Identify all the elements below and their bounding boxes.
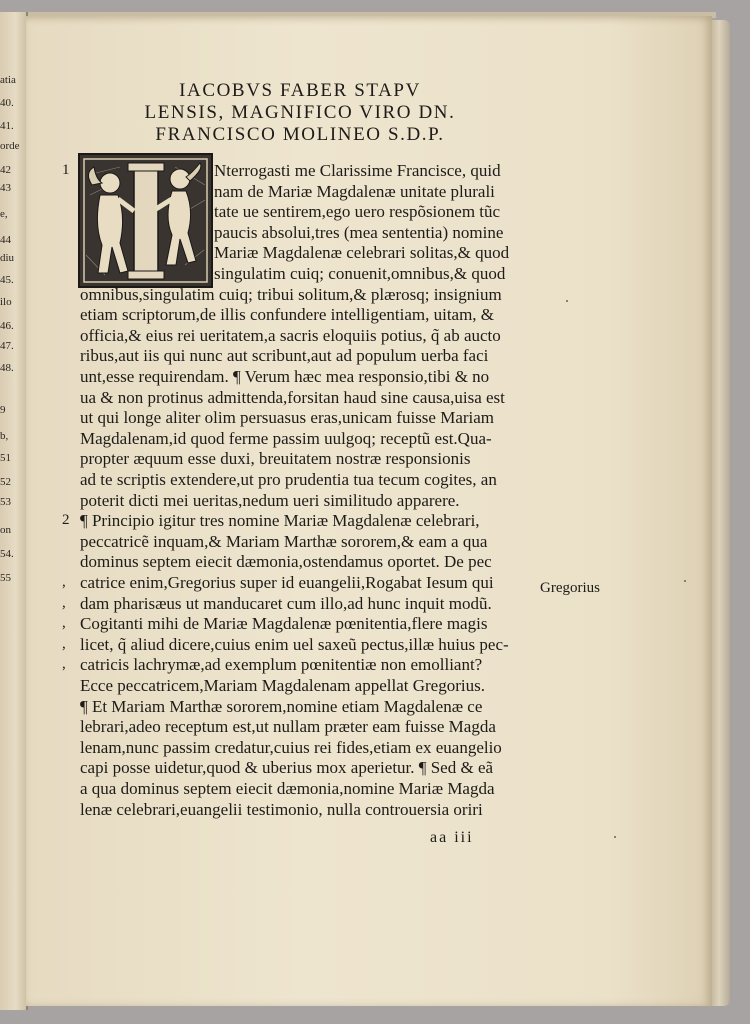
text-line: catricis lachrymæ,ad exemplum pœnitentiæ non emolliant?: [80, 655, 483, 675]
line-marker: ,: [62, 594, 66, 611]
text-line: capi posse uidetur,quod & uberius mox aperietur. ¶ Sed & eã: [80, 758, 494, 778]
left-page-fragment: 47.: [0, 340, 14, 352]
line-marker: 2: [62, 512, 70, 529]
text-line: catrice enim,Gregorius super id euangelii,Rogabat Iesum qui: [80, 573, 494, 592]
left-page-fragment: ilo: [0, 296, 12, 308]
text-line: Cogitanti mihi de Mariæ Magdalenæ pœnitentia,flere magis: [80, 614, 488, 634]
text-line: peccatricẽ inquam,& Mariam Marthæ sororem,& eam a qua: [80, 531, 488, 551]
text-line: tate ue sentirem,ego uero respõsionem tũc: [214, 202, 501, 222]
text-line: ribus,aut iis qui nunc aut scribunt,aut ad populum uerba faci: [80, 346, 489, 366]
left-page-fragment: 44: [0, 234, 11, 246]
left-page-fragment: 45.: [0, 274, 14, 286]
left-page-fragment: b,: [0, 430, 9, 442]
left-page-fragment: 40.: [0, 97, 14, 109]
left-page-fragment: e,: [0, 208, 8, 220]
text-line: omnibus,singulatim cuiq; tribui solitum,& plærosq; insignium: [80, 284, 502, 304]
signature-mark: aa iii: [430, 829, 474, 846]
text-line: ut qui longe aliter olim persuasus eras,unicam fuisse Mariam: [80, 408, 495, 428]
text-line: Mariæ Magdalenæ celebrari solitas,& quod: [214, 243, 510, 263]
left-page-fragment: atia: [0, 74, 16, 86]
line-marker: ,: [62, 574, 66, 590]
cherub-initial-illustration: [80, 155, 211, 286]
text-line: etiam scriptorum,de illis confundere intelligentiam, uitam, &: [80, 305, 495, 325]
left-page-fragment: 46.: [0, 320, 14, 332]
text-line: ad te scriptis extendere,ut pro prudentia tua tecum cogites, an: [80, 470, 497, 489]
left-page-fragment: orde: [0, 140, 20, 152]
text-line: unt,esse requirendam. ¶ Verum hæc mea responsio,tibi & no: [80, 367, 490, 386]
paper-speck: [684, 580, 686, 582]
text-line: lenam,nunc passim credatur,cuius rei fides,etiam ex euangelio: [80, 737, 502, 757]
line-marker: ,: [62, 656, 66, 673]
text-line: Magdalenam,id quod ferme passim uulgoq; receptũ est.Qua-: [80, 428, 492, 448]
text-line: Nterrogasti me Clarissime Francisce, quid: [214, 161, 501, 180]
text-line: ua & non protinus admittenda,forsitan haud sine causa,uisa est: [80, 387, 505, 407]
text-line: officia,& eius rei ueritatem,a sacris eloquiis potius, q̃ ab aucto: [80, 325, 501, 345]
heading-line-3: FRANCISCO MOLINEO S.D.P.: [155, 124, 445, 145]
text-line: dam pharisæus ut manducaret cum illo,ad hunc inquit modũ.: [80, 593, 492, 613]
left-page-fragment: 42: [0, 164, 11, 176]
text-line: lenæ celebrari,euangelii testimonio, nulla controuersia oriri: [80, 799, 483, 819]
text-line: ¶ Et Mariam Marthæ sororem,nomine etiam Magdalenæ ce: [80, 696, 483, 716]
paper-speck: [566, 300, 568, 302]
text-line: Ecce peccatricem,Mariam Magdalenam appellat Gregorius.: [80, 676, 485, 695]
text-line: poterit dicti mei ueritas,nedum ueri similitudo apparere.: [80, 490, 460, 510]
paper-speck: [614, 836, 616, 838]
left-page-fragment: 53: [0, 496, 11, 508]
left-page-fragment: 54.: [0, 548, 14, 560]
text-line: paucis absolui,tres (mea sententia) nomine: [214, 222, 504, 242]
heading-line-1: IACOBVS FABER STAPV: [179, 80, 421, 101]
heading-line-2: LENSIS, MAGNIFICO VIRO DN.: [144, 102, 456, 123]
left-page-fragment: on: [0, 524, 11, 536]
line-marker: 1: [62, 162, 70, 178]
left-page-fragment: diu: [0, 252, 15, 264]
left-page-fragment: 55: [0, 572, 11, 584]
line-marker: ,: [62, 615, 66, 632]
left-page-fragment: 41.: [0, 120, 14, 132]
left-page-fragment: 43: [0, 182, 11, 194]
text-line: singulatim cuiq; conuenit,omnibus,& quod: [214, 264, 506, 283]
text-line: ¶ Principio igitur tres nomine Mariæ Magdalenæ celebrari,: [80, 511, 480, 531]
line-marker: ,: [62, 635, 66, 652]
left-page-edge: [0, 12, 28, 1010]
left-page-fragment: 52: [0, 476, 11, 488]
text-line: propter æquum esse duxi, breuitatem nostræ responsionis: [80, 449, 471, 469]
left-page-fragment: 9: [0, 404, 6, 416]
text-line: lebrari,adeo receptum est,ut nullam præter eam fuisse Magda: [80, 717, 496, 737]
marginal-note: Gregorius: [540, 580, 600, 596]
text-line: dominus septem eiecit dæmonia,ostendamus oportet. De pec: [80, 552, 492, 572]
decorated-initial: [78, 153, 213, 288]
text-line: nam de Mariæ Magdalenæ unitate plurali: [214, 181, 495, 201]
text-line: licet, q̃ aliud dicere,cuius enim uel saxeũ pectus,illæ huius pec-: [80, 634, 509, 654]
text-line: a qua dominus septem eiecit dæmonia,nomine Mariæ Magda: [80, 779, 495, 798]
page-fore-edge: [712, 20, 730, 1006]
left-page-fragment: 51: [0, 452, 11, 464]
left-page-fragment: 48.: [0, 362, 14, 374]
